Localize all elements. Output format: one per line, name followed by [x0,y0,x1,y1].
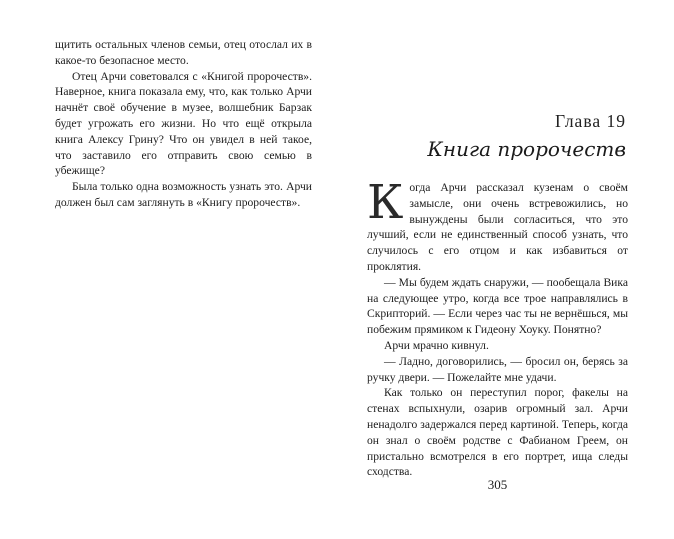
paragraph: щитить остальных членов семьи, отец отослал их в какое-то безопасное место. [55,38,312,67]
paragraph: Отец Арчи советовался с «Книгой пророчеств». Наверное, книга показала ему, что, как только Арчи начнёт своё обучение в музее, волшебник Барзак будет угрожать его жизни. Но что ещё открыла книга Алексу Грину? Что он увидел в ней такое, что заставило его отправить свою семью в убежище? [55,69,312,178]
page-number: 305 [487,477,508,492]
chapter-title: Книга пророчеств [427,137,626,161]
chapter-heading [367,111,628,161]
paragraph: — Ладно, договорились, — бросил он, берясь за ручку двери. — Пожелайте мне удачи. [367,354,628,384]
chapter-body [367,175,628,480]
paragraph-with-dropcap [367,175,628,275]
paragraph: — Мы будем ждать снаружи, — пообещала Вика на следующее утро, когда все трое направлялись в Скрипторий. — Если через час ты не вернёшься, мы побежим прямиком к Гидеону Хоуку. Понятно? [367,275,628,337]
left-page [55,37,312,211]
paragraph: Была только одна возможность узнать это. Арчи должен был сам заглянуть в «Книгу пророчеств». [55,180,312,209]
paragraph-text: огда Арчи рассказал кузенам о своём замысле, они очень встревожились, но вынуждены были согласиться, что это лучший, если не единственный способ узнать, что случилось с его отцом и как избавиться от проклятия. [367,181,628,273]
drop-cap: К [367,175,404,230]
paragraph: Арчи мрачно кивнул. [384,338,489,352]
chapter-number: Глава 19 [555,111,626,131]
right-page [367,0,628,539]
paragraph: Как только он переступил порог, факелы на стенах вспыхнули, озарив огромный зал. Арчи ненадолго задержался перед картиной. Теперь, когда он знал о своём родстве с Фабианом Греем, он пристально всмотрелся в его портрет, ища следы сходства. [367,386,628,479]
